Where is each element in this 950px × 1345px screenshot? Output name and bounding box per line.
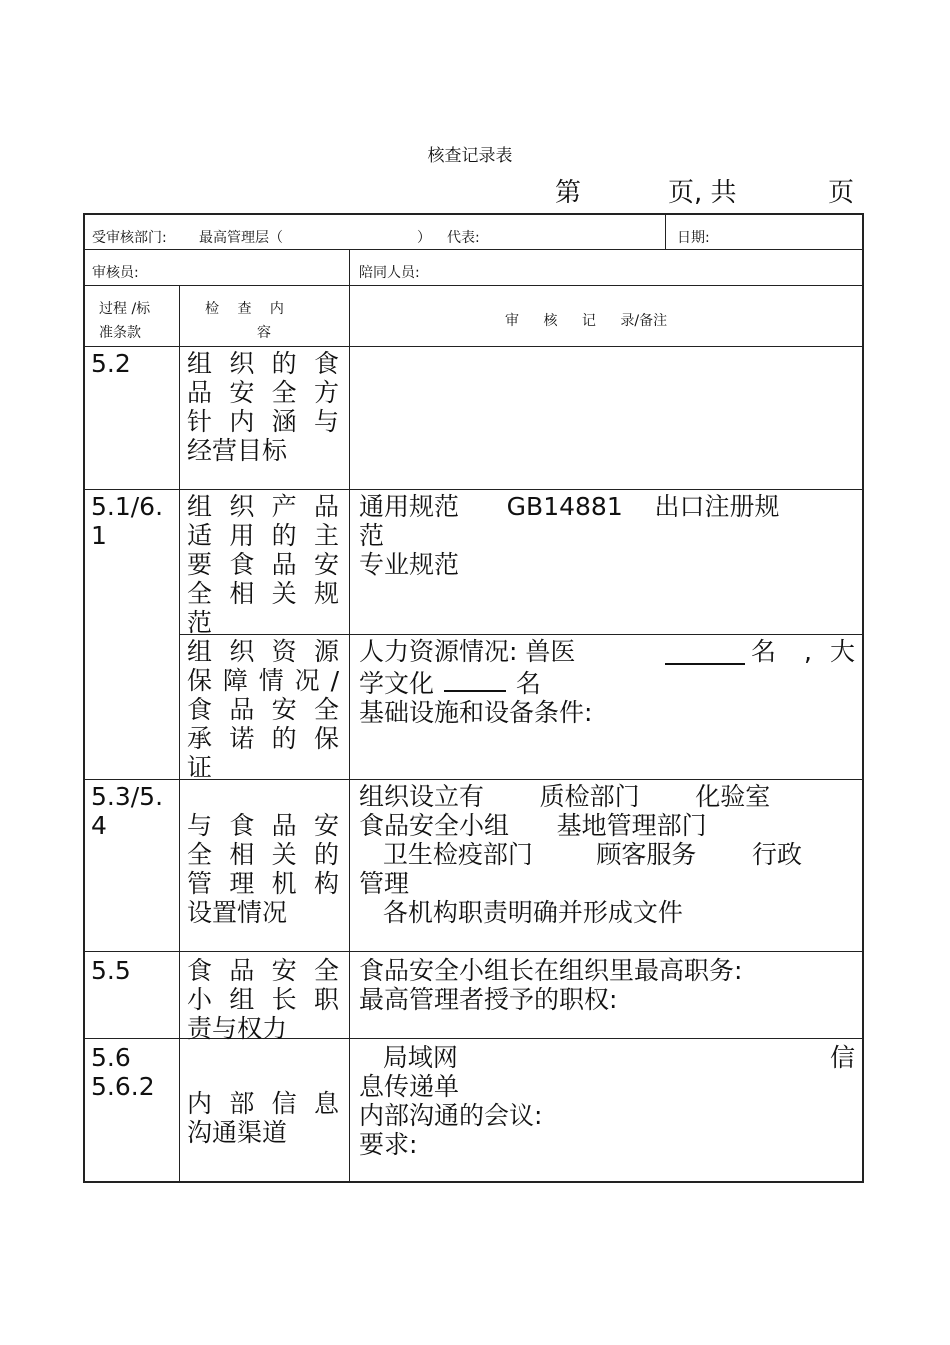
record-5-5: 食品安全小组长在组织里最高职务: 最高管理者授予的职权: — [359, 956, 743, 1014]
column-divider — [349, 285, 350, 1181]
page-ye-gong: 页, 共 — [668, 178, 737, 208]
record-5-6: 局域网 信 息传递单 内部沟通的会议: 要求: — [359, 1043, 855, 1159]
document-title: 核查记录表 — [427, 146, 513, 166]
content-5-5: 食 品 安 全 小 组 长 职 责与权力 — [187, 956, 339, 1043]
record-5-1: 通用规范 GB14881 出口注册规 范 专业规范 — [359, 492, 780, 579]
column-divider — [179, 285, 180, 1181]
content-header-line1: 检 查 内 — [205, 301, 284, 317]
column-divider — [665, 215, 666, 249]
clause-header-line1: 过程 /标 — [99, 301, 151, 317]
dept-label: 受审核部门: — [92, 230, 167, 246]
clause-5-6: 5.6 5.6.2 — [91, 1043, 155, 1101]
audit-table — [83, 213, 864, 1183]
graduate-count-blank — [444, 666, 506, 692]
content-resources: 组 织 资 源 保 障 情 况 / 食 品 安 全 承 诺 的 保 证 — [187, 637, 339, 782]
content-5-1: 组 织 产 品 适 用 的 主 要 食 品 安 全 相 关 规 范 — [187, 492, 339, 637]
content-5-6: 内 部 信 息 沟通渠道 — [187, 1089, 339, 1147]
dept-value: 最高管理层（ — [199, 230, 283, 246]
row-divider — [85, 285, 862, 286]
date-label: 日期: — [677, 230, 710, 246]
record-resources: 人力资源情况: 兽医 名 , 大 学文化 名 基础设施和设备条件: — [359, 637, 855, 727]
row-divider — [85, 489, 862, 490]
column-divider — [349, 249, 350, 285]
representative-label: 代表: — [447, 230, 480, 246]
row-divider — [85, 249, 862, 250]
clause-5-5: 5.5 — [91, 956, 131, 985]
vet-count-blank — [665, 639, 745, 665]
content-5-3: 与 食 品 安 全 相 关 的 管 理 机 构 设置情况 — [187, 811, 339, 927]
record-header: 审 核 记 录/备注 — [505, 313, 668, 329]
record-5-3: 组织设立有 质检部门 化验室 食品安全小组 基地管理部门 卫生检疫部门 顾客服务 行政 管理 各机构职责明确并形成文件 — [359, 782, 803, 927]
clause-5-1-6-1: 5.1/6. 1 — [91, 492, 164, 550]
content-5-2: 组 织 的 食 品 安 全 方 针 内 涵 与 经营目标 — [187, 349, 339, 465]
clause-header-line2: 准条款 — [99, 325, 141, 341]
clause-5-2: 5.2 — [91, 349, 131, 378]
dept-close: ） — [417, 230, 431, 246]
page-ye: 页 — [828, 178, 855, 208]
clause-5-3-5-4: 5.3/5. 4 — [91, 782, 164, 840]
content-header-line2: 容 — [257, 325, 271, 341]
companion-label: 陪同人员: — [359, 265, 420, 281]
page-di: 第 — [555, 178, 582, 208]
auditor-label: 审核员: — [92, 265, 139, 281]
row-divider — [85, 346, 862, 347]
row-divider — [85, 951, 862, 952]
